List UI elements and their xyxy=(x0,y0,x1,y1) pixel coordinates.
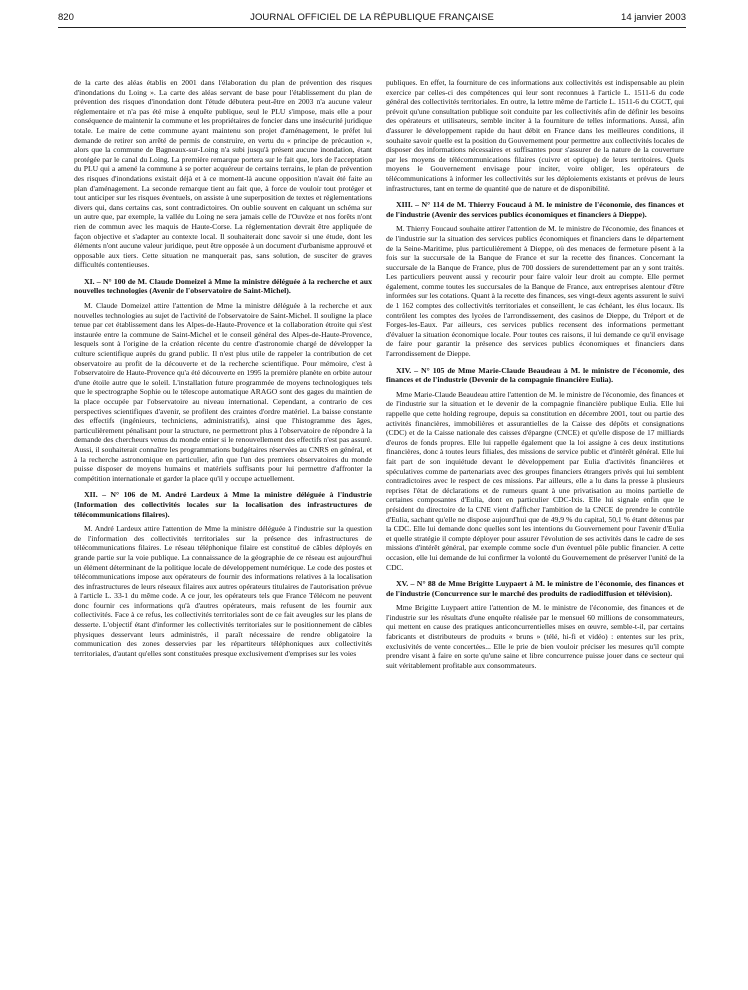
section-xiv-body: Mme Marie-Claude Beaudeau attire l'attention de M. le ministre de l'économie, des finances et de l'industrie sur la situation et le devenir de la compagnie financière publique Eulia. Elle lui rappelle que cette holding regroupe, depuis sa constitution en décembre 2001, tout ou partie des activités financières, immobilières et assurantielles de la Caisse des dépôts et consignations (CDC) et de la Caisse nationale des caisses d'épargne (CNCE) et qu'elle dispose de 17 milliards d'euros de fonds propres. Elle lui rappelle également que la loi assigne à ces deux institutions financières, donc à toutes leurs filiales, des missions de service public et d'intérêt général. Elle lui fait part de son inquiétude devant le développement par Eulia d'activités financières et spéculatives comme de partenariats avec des groupes financiers étrangers privés qui lui semblent contradictoires avec le respect de ces missions. Par ailleurs, elle a lu dans la presse à plusieurs reprises l'état de déclarations et de rumeurs quant à une privatisation au moins partielle de certaines composantes d'Eulia, dont en particulier CDC-Ixis. Elle lui signale enfin que le président du directoire de la CNE vient d'afficher l'ambition de la CNCE de prendre le contrôle d'Eulia, sachant qu'elle ne dispose aujourd'hui que de 49,9 % du capital, 50,1 % étant détenus par la CDC. Elle lui demande donc quelles sont les intentions du Gouvernement pour l'avenir d'Eulia et quelle stratégie il compte déployer pour assurer l'évolution de ses activités dans le cadre de ses missions d'intérêt général, par exemple comme socle d'un éventuel pôle public financier. A cette occasion, elle lui demande de lui confirmer la volonté du Gouvernement de préserver l'unité de la CDC. xyxy=(386,389,684,572)
publication-date: 14 janvier 2003 xyxy=(621,12,686,23)
section-xi-body: M. Claude Domeizel attire l'attention de Mme la ministre déléguée à la recherche et aux nouvelles technologies au sujet de l'activité de l'observatoire de Saint-Michel. Il souligne la place tenue par cet établissement dans les Alpes-de-Haute-Provence et la collaboration étroite qui s'est instaurée entre la commune de Saint-Michel et le conseil général des Alpes-de-Haute-Provence, lesquels sont à l'origine de la création récente du centre d'astronomie chargé de développer la culture scientifique auprès du grand public. Il n'est plus utile de rappeler la contribution de cet observatoire au profit de la découverte et de la recherche scientifique. Pour mémoire, c'est à l'observatoire de Haute-Provence qu'a été découverte en 1995 la première planète en orbite autour d'une étoile autre que le soleil. L'installation future programmée de moyens technologiques tels que le spectrographe Sophie ou le télescope automatique ARAGO sont des gages du maintien de la place occupée par l'observatoire au niveau international. Cependant, a contrario de ces perspectives scientifiques d'avenir, se profilent des craintes d'ordre matériel. La baisse constante des effectifs (ingénieurs, techniciens, administratifs), ainsi que l'histogramme des âges, particulièrement pénalisant pour la structure, ne permettront plus à l'observatoire de répondre à la demande des chercheurs venus du monde entier si le renouvellement des effectifs n'est pas assuré. Aussi, il souhaiterait connaître les programmations budgétaires réservées au CNRS en général, et à la recherche astronomique en particulier, afin que l'un des premiers observatoires du monde puisse disposer de moyens humains et matériels suffisants pour lui permettre d'affronter la compétition internationale et garder la place qu'il y occupe actuellement. xyxy=(74,301,372,483)
header-rule xyxy=(58,27,686,28)
left-column xyxy=(74,78,372,658)
section-xiii-title: XIII. – N° 114 de M. Thierry Foucaud à M. le ministre de l'économie, des finances et de l'industrie (Avenir des services publics économiques et financiers à Dieppe). xyxy=(386,200,684,219)
page-header xyxy=(58,12,686,26)
journal-title: JOURNAL OFFICIEL DE LA RÉPUBLIQUE FRANÇAISE xyxy=(250,12,494,23)
right-column xyxy=(386,78,684,670)
section-xiv-title: XIV. – N° 105 de Mme Marie-Claude Beaudeau à M. le ministre de l'économie, des finances et de l'industrie (Devenir de la compagnie financière Eulia). xyxy=(386,365,684,385)
section-xiii-body: M. Thierry Foucaud souhaite attirer l'attention de M. le ministre de l'économie, des finances et de l'industrie sur la situation des services publics économiques et financiers dans le département de la Seine-Maritime, plus particulièrement à Dieppe, où des menaces de fermeture pèsent à la fois sur la succursale de la Banque de France et sur la recette des finances. Concernant la succursale de la Banque de France, plus de 700 dossiers de surendettement par an y sont traités. Les particuliers peuvent aussi y recourir pour faire valoir leur droit au compte. Elle permet également, comme toutes les succursales de la Banque de France, aux entreprises alentour d'être informées sur les cotations. Quant à la recette des finances, ses vingt-deux agents assurent le suivi de 1 162 comptes des collectivités territoriales et conseillent, le cas échéant, les élus locaux. Ils contrôlent les comptes des lycées de l'arrondissement, des casinos de Dieppe, du Tréport et de Forges-les-Eaux. Par ailleurs, ces services publics recensent des informations permettant d'évaluer la situation économique locale. Pour toutes ces raisons, il lui demande ce qu'il envisage de faire pour garantir la présence des services publics économiques et financiers dans l'arrondissement de Dieppe. xyxy=(386,224,684,359)
section-xv-title: XV. – N° 88 de Mme Brigitte Luypaert à M. le ministre de l'économie, des finances et de l'industrie (Concurrence sur le marché des produits de radiodiffusion et télévision). xyxy=(386,579,684,598)
continued-paragraph: de la carte des aléas établis en 2001 dans l'élaboration du plan de prévention des risques d'inondations du Loing ». La carte des aléas servant de base pour l'établissement du plan de prévention des risques d'inondation dont l'étude débutera peut-être en 2003 n'a aucune valeur réglementaire et n'a pas été mise à enquête publique, seul le PLU s'impose, mais elle a pour conséquence de maintenir la commune et les propriétaires de foncier dans une insécurité juridique totale. Le maire de cette commune ayant maintenu son projet d'aménagement, le préfet lui demande de retirer son arrêté de permis de construire, en vertu du « principe de précaution », alors que la commune de Bagneaux-sur-Loing n'a subi jusqu'à présent aucune inondation, étant protégée par le canal du Loing. La première remarque portera sur le fait que, lors de l'acceptation du PLU qui a amené la commune à se porter acquéreur de certains terrains, le plan de prévention des risques d'inondations existait déjà et à ce moment-là aucune opposition n'avait été faite au plan d'aménagement. La seconde remarque tient au fait que, à force de vouloir tout protéger et tout anticiper sur les risques éventuels, on assiste à une superposition de textes et réglementations divers qui, dans certains cas, sont contradictoires. On oublie souvent en calquant un schéma sur un autre que, par exemple, la vallée du Loing ne sera jamais celle de l'Ouvèze et nos forêts n'ont rien de commun avec les maquis de Haute-Corse. La réglementation devrait être appliquée de façon objective et s'adapter au contexte local. Il souhaiterait donc savoir si une étude, dont les éléments n'ont aucune valeur juridique, peut être opposée à un document d'urbanisme approuvé et opposable aux tiers. Cette situation ne manquerait pas, sans solution, de susciter de graves difficultés contentieuses. xyxy=(74,78,372,270)
section-xv-body: Mme Brigitte Luypaert attire l'attention de M. le ministre de l'économie, des finances et de l'industrie sur les résultats d'une enquête réalisée par le mensuel 60 millions de consommateurs, qui mettent en cause des pratiques anticoncurrentielles mises en œuvre, semble-t-il, par certains fabricants et distributeurs de produits « bruns » (télé, hi-fi et vidéo) : ententes sur les prix, exclusivités de vente concertées... Elle le prie de bien vouloir préciser les mesures qu'il compte prendre visant à faire en sorte qu'une saine et libre concurrence puisse jouer dans ce secteur qui suit véritablement profitable aux consommateurs. xyxy=(386,603,684,670)
section-xii-title: XII. – N° 106 de M. André Lardeux à Mme la ministre déléguée à l'industrie (Information des collectivités locales sur la localisation des infrastructures de télécommunications filaires). xyxy=(74,490,372,519)
section-xii-body: M. André Lardeux attire l'attention de Mme la ministre déléguée à l'industrie sur la question de l'information des collectivités territoriales sur la présence des infrastructures de télécommunications filaires. Le réseau téléphonique filaire est constitué de câbles déployés en grande partie sur la voie publique. La connaissance de la géographie de ce réseau est aujourd'hui un élément déterminant de la politique locale de développement numérique. Le code des postes et télécommunications impose aux opérateurs de fournir des informations relatives à la localisation des infrastructures de leurs réseaux filaires aux autres opérateurs titulaires de l'autorisation prévue à l'article L. 33-1 du même code. A ce jour, les opérateurs tels que France Télécom ne peuvent donc fournir ces informations qu'à d'autres opérateurs, mais refusent de les fournir aux collectivités. Face à ce refus, les collectivités territoriales sont de ce fait aveugles sur les plans de desserte. L'objectif étant d'informer les collectivités territoriales sur le positionnement de câbles physiques desservant leurs administrés, il paraît nécessaire de rendre obligatoire la communication des zones desservies par les répartiteurs téléphoniques aux collectivités territoriales, d'autant qu'elles sont constituées presque exclusivement d'emprises sur les voies xyxy=(74,524,372,658)
continued-paragraph-right: publiques. En effet, la fourniture de ces informations aux collectivités est indispensable au plein exercice par celles-ci des compétences qui leur sont reconnues à l'article L. 1511-6 du code général des collectivités territoriales. En outre, la lettre même de l'article L. 1511-6 du CGCT, qui prévoit qu'une consultation publique soit conduite par les collectivités afin de définir les besoins des opérateurs et utilisateurs, semble inciter à la fourniture de telles informations. Aussi, afin d'assurer le développement rapide du haut débit en France dans les meilleures conditions, il souhaite savoir quelle est la position du Gouvernement pour permettre aux collectivités locales de disposer des informations nécessaires et suffisantes pour s'assurer de la nature de la couverture par les moyens de télécommunications filaires (cuivre et optique) de leurs territoires. Quels moyens le Gouvernement envisage pour inciter, voire obliger, les opérateurs de télécommunications à informer les collectivités sur les déploiements existants et prévus de leurs infrastructures, tant en terme de quantité que de nature et de disponibilité. xyxy=(386,78,684,193)
page-number: 820 xyxy=(58,12,74,23)
section-xi-title: XI. – N° 100 de M. Claude Domeizel à Mme la ministre déléguée à la recherche et aux nouvelles technologies (Avenir de l'observatoire de Saint-Michel). xyxy=(74,276,372,296)
